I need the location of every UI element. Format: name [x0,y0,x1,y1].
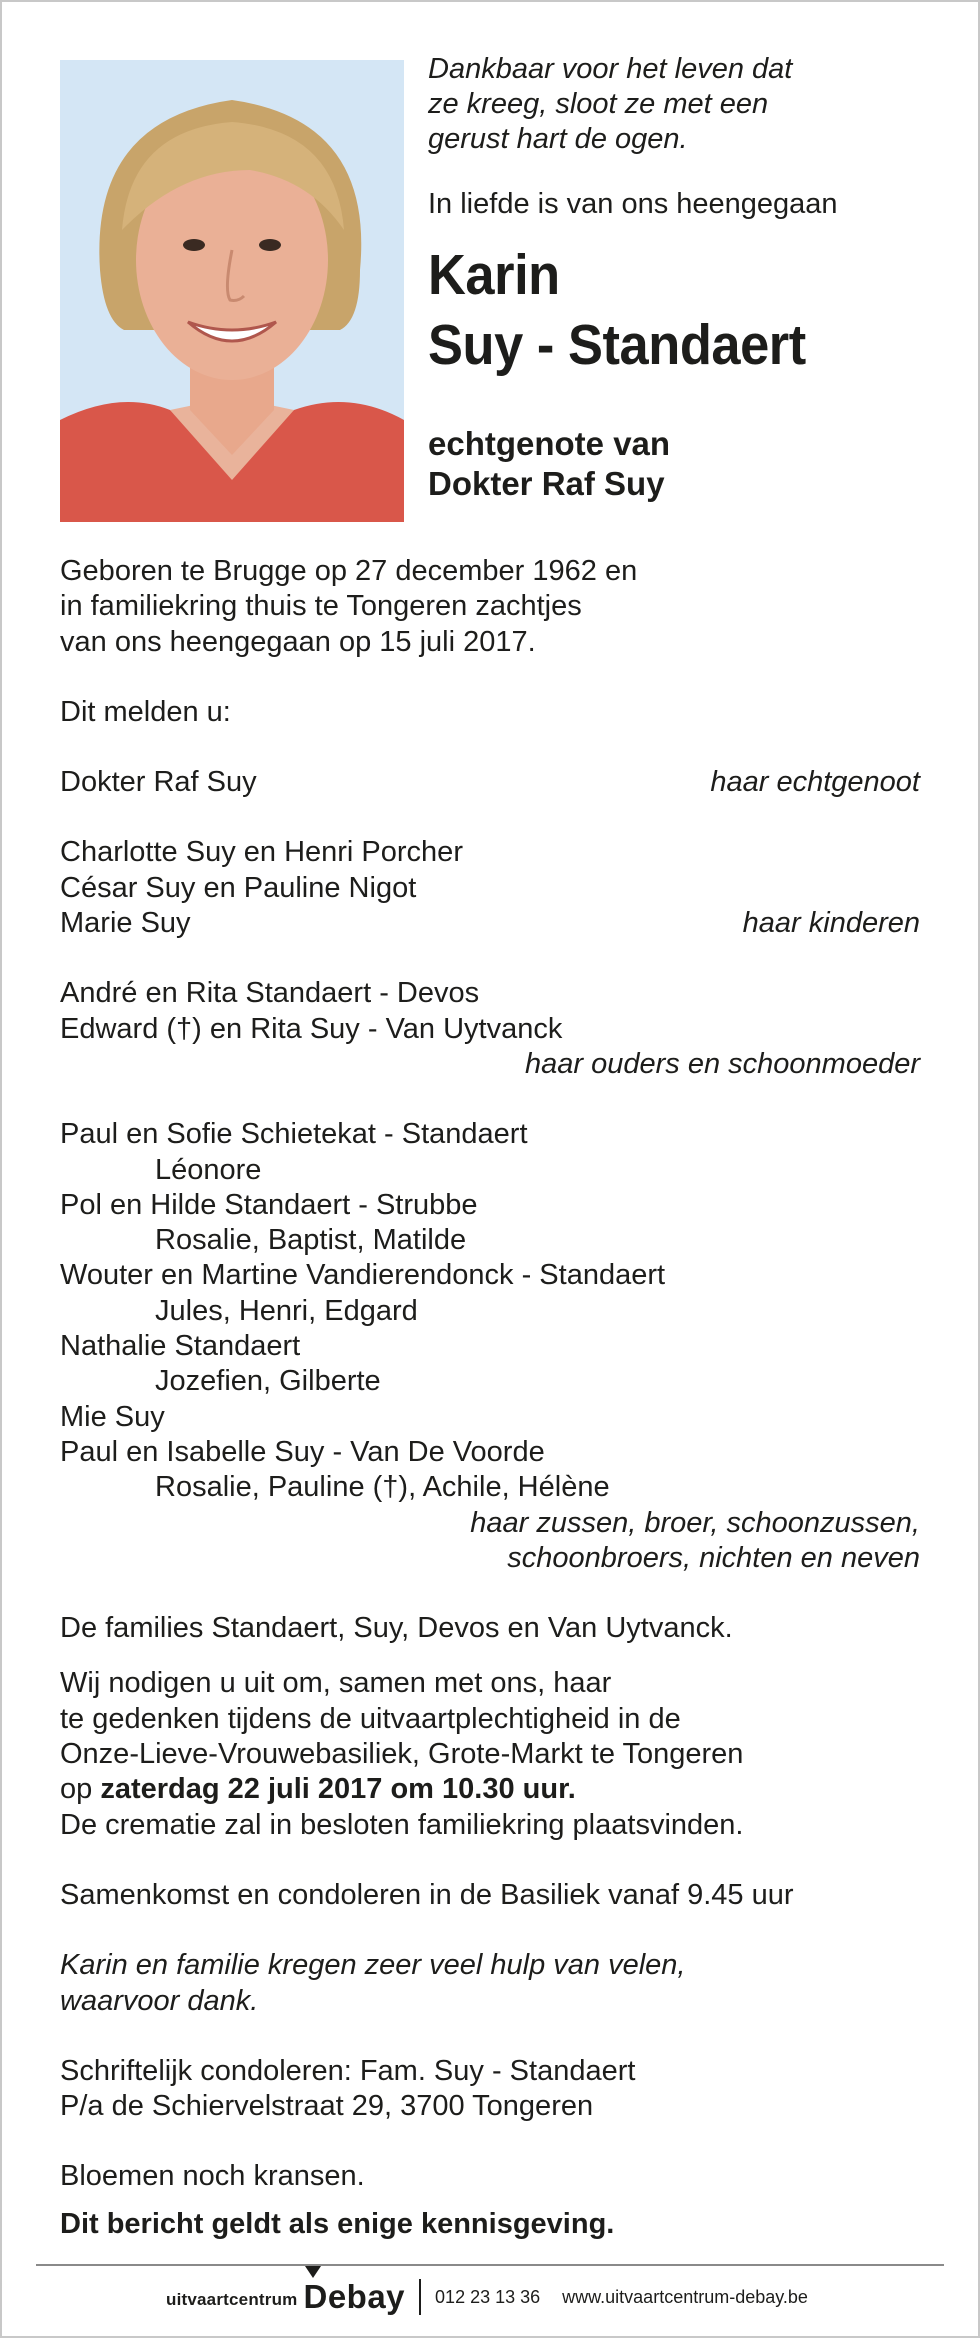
spouse-heading [428,424,948,504]
sibling-line: Paul en Sofie Schietekat - Standaert [60,1118,528,1151]
funeral-home-logo [166,2280,405,2314]
sibling-children-line: Rosalie, Baptist, Matilde [155,1224,467,1257]
child-line: Marie Suy [60,907,191,940]
gathering-text: Samenkomst en condoleren in de Basiliek vanaf 9.45 uur [60,1878,794,1911]
siblings-role: schoonbroers, nichten en neven [507,1541,920,1574]
sibling-children-line: Jules, Henri, Edgard [155,1294,418,1327]
flowers-text: Bloemen noch kransen. [60,2160,365,2193]
logo-big-text [303,2280,405,2314]
sibling-children-line: Léonore [155,1153,262,1186]
parents-group [60,976,920,1082]
intro-text: In liefde is van ons heengegaan [428,188,838,220]
birth-line: in familiekring thuis te Tongeren zachtjes [60,590,582,623]
triangle-icon [305,2266,321,2278]
sibling-line: Wouter en Martine Vandierendonck - Standaert [60,1259,666,1292]
spouse-role: haar echtgenoot [710,766,920,799]
name-family: Suy - Standaert [428,313,806,377]
thanks-line: waarvoor dank. [60,1984,259,2017]
condolence-address [60,2054,920,2125]
deceased-name [428,240,906,380]
condolence-line: P/a de Schiervelstraat 29, 3700 Tongeren [60,2090,594,2123]
footer-separator [419,2279,421,2315]
children-role: haar kinderen [742,907,920,940]
sibling-line: Pol en Hilde Standaert - Strubbe [60,1188,478,1221]
logo-name: Debay [303,2278,406,2315]
quote-line: ze kreeg, sloot ze met een [428,88,769,120]
footer-divider [36,2264,944,2266]
invite-line: te gedenken tijdens de uitvaartplechtigheid in de [60,1702,681,1735]
name-first: Karin [428,243,560,307]
footer [166,2272,808,2322]
body-text [60,554,920,2242]
thanks-line: Karin en familie kregen zeer veel hulp van velen, [60,1949,686,1982]
quote-line: gerust hart de ogen. [428,123,688,155]
parent-line: André en Rita Standaert - Devos [60,977,480,1010]
website-link[interactable]: www.uitvaartcentrum-debay.be [562,2286,808,2307]
condolence-line: Schriftelijk condoleren: Fam. Suy - Standaert [60,2054,636,2087]
parent-line: Edward (†) en Rita Suy - Van Uytvanck [60,1012,563,1045]
birth-line: van ons heengegaan op 15 juli 2017. [60,625,536,658]
children-group [60,835,920,941]
thanks-text [60,1948,920,2019]
header-text [428,52,948,504]
spouse-line: Dokter Raf Suy [428,465,665,502]
quote-line: Dankbaar voor het leven dat [428,53,793,85]
invite-line: Wij nodigen u uit om, samen met ons, haar [60,1667,612,1700]
birth-info [60,554,920,660]
child-line: Charlotte Suy en Henri Porcher [60,836,463,869]
sibling-line: Mie Suy [60,1400,165,1433]
sibling-line: Paul en Isabelle Suy - Van De Voorde [60,1435,545,1468]
invitation [60,1666,920,1842]
announce-text: Dit melden u: [60,695,231,728]
sibling-children-line: Rosalie, Pauline (†), Achile, Hélène [155,1471,610,1504]
invite-line: Onze-Lieve-Vrouwebasiliek, Grote-Markt te Tongeren [60,1738,744,1771]
siblings-role: haar zussen, broer, schoonzussen, [470,1506,920,1539]
invite-line: De crematie zal in besloten familiekring plaatsvinden. [60,1808,744,1841]
quote [428,52,948,157]
portrait-photo [60,60,404,522]
logo-small-text: uitvaartcentrum [166,2290,298,2309]
invite-prefix: op [60,1773,101,1806]
birth-line: Geboren te Brugge op 27 december 1962 en [60,555,638,587]
spouse-entry [60,765,920,800]
spouse-name: Dokter Raf Suy [60,766,257,799]
notice-text: Dit bericht geldt als enige kennisgeving. [60,2207,615,2240]
child-line: César Suy en Pauline Nigot [60,871,417,904]
ceremony-date: zaterdag 22 juli 2017 om 10.30 uur. [100,1773,576,1806]
parents-role: haar ouders en schoonmoeder [525,1047,920,1080]
sibling-line: Nathalie Standaert [60,1330,301,1363]
sibling-children-line: Jozefien, Gilberte [155,1365,381,1398]
siblings-group [60,1117,920,1576]
phone-number: 012 23 13 36 [435,2286,541,2307]
invite-date-line [60,1772,920,1807]
spouse-line: echtgenote van [428,425,671,462]
families-text: De families Standaert, Suy, Devos en Van Uytvanck. [60,1612,733,1645]
